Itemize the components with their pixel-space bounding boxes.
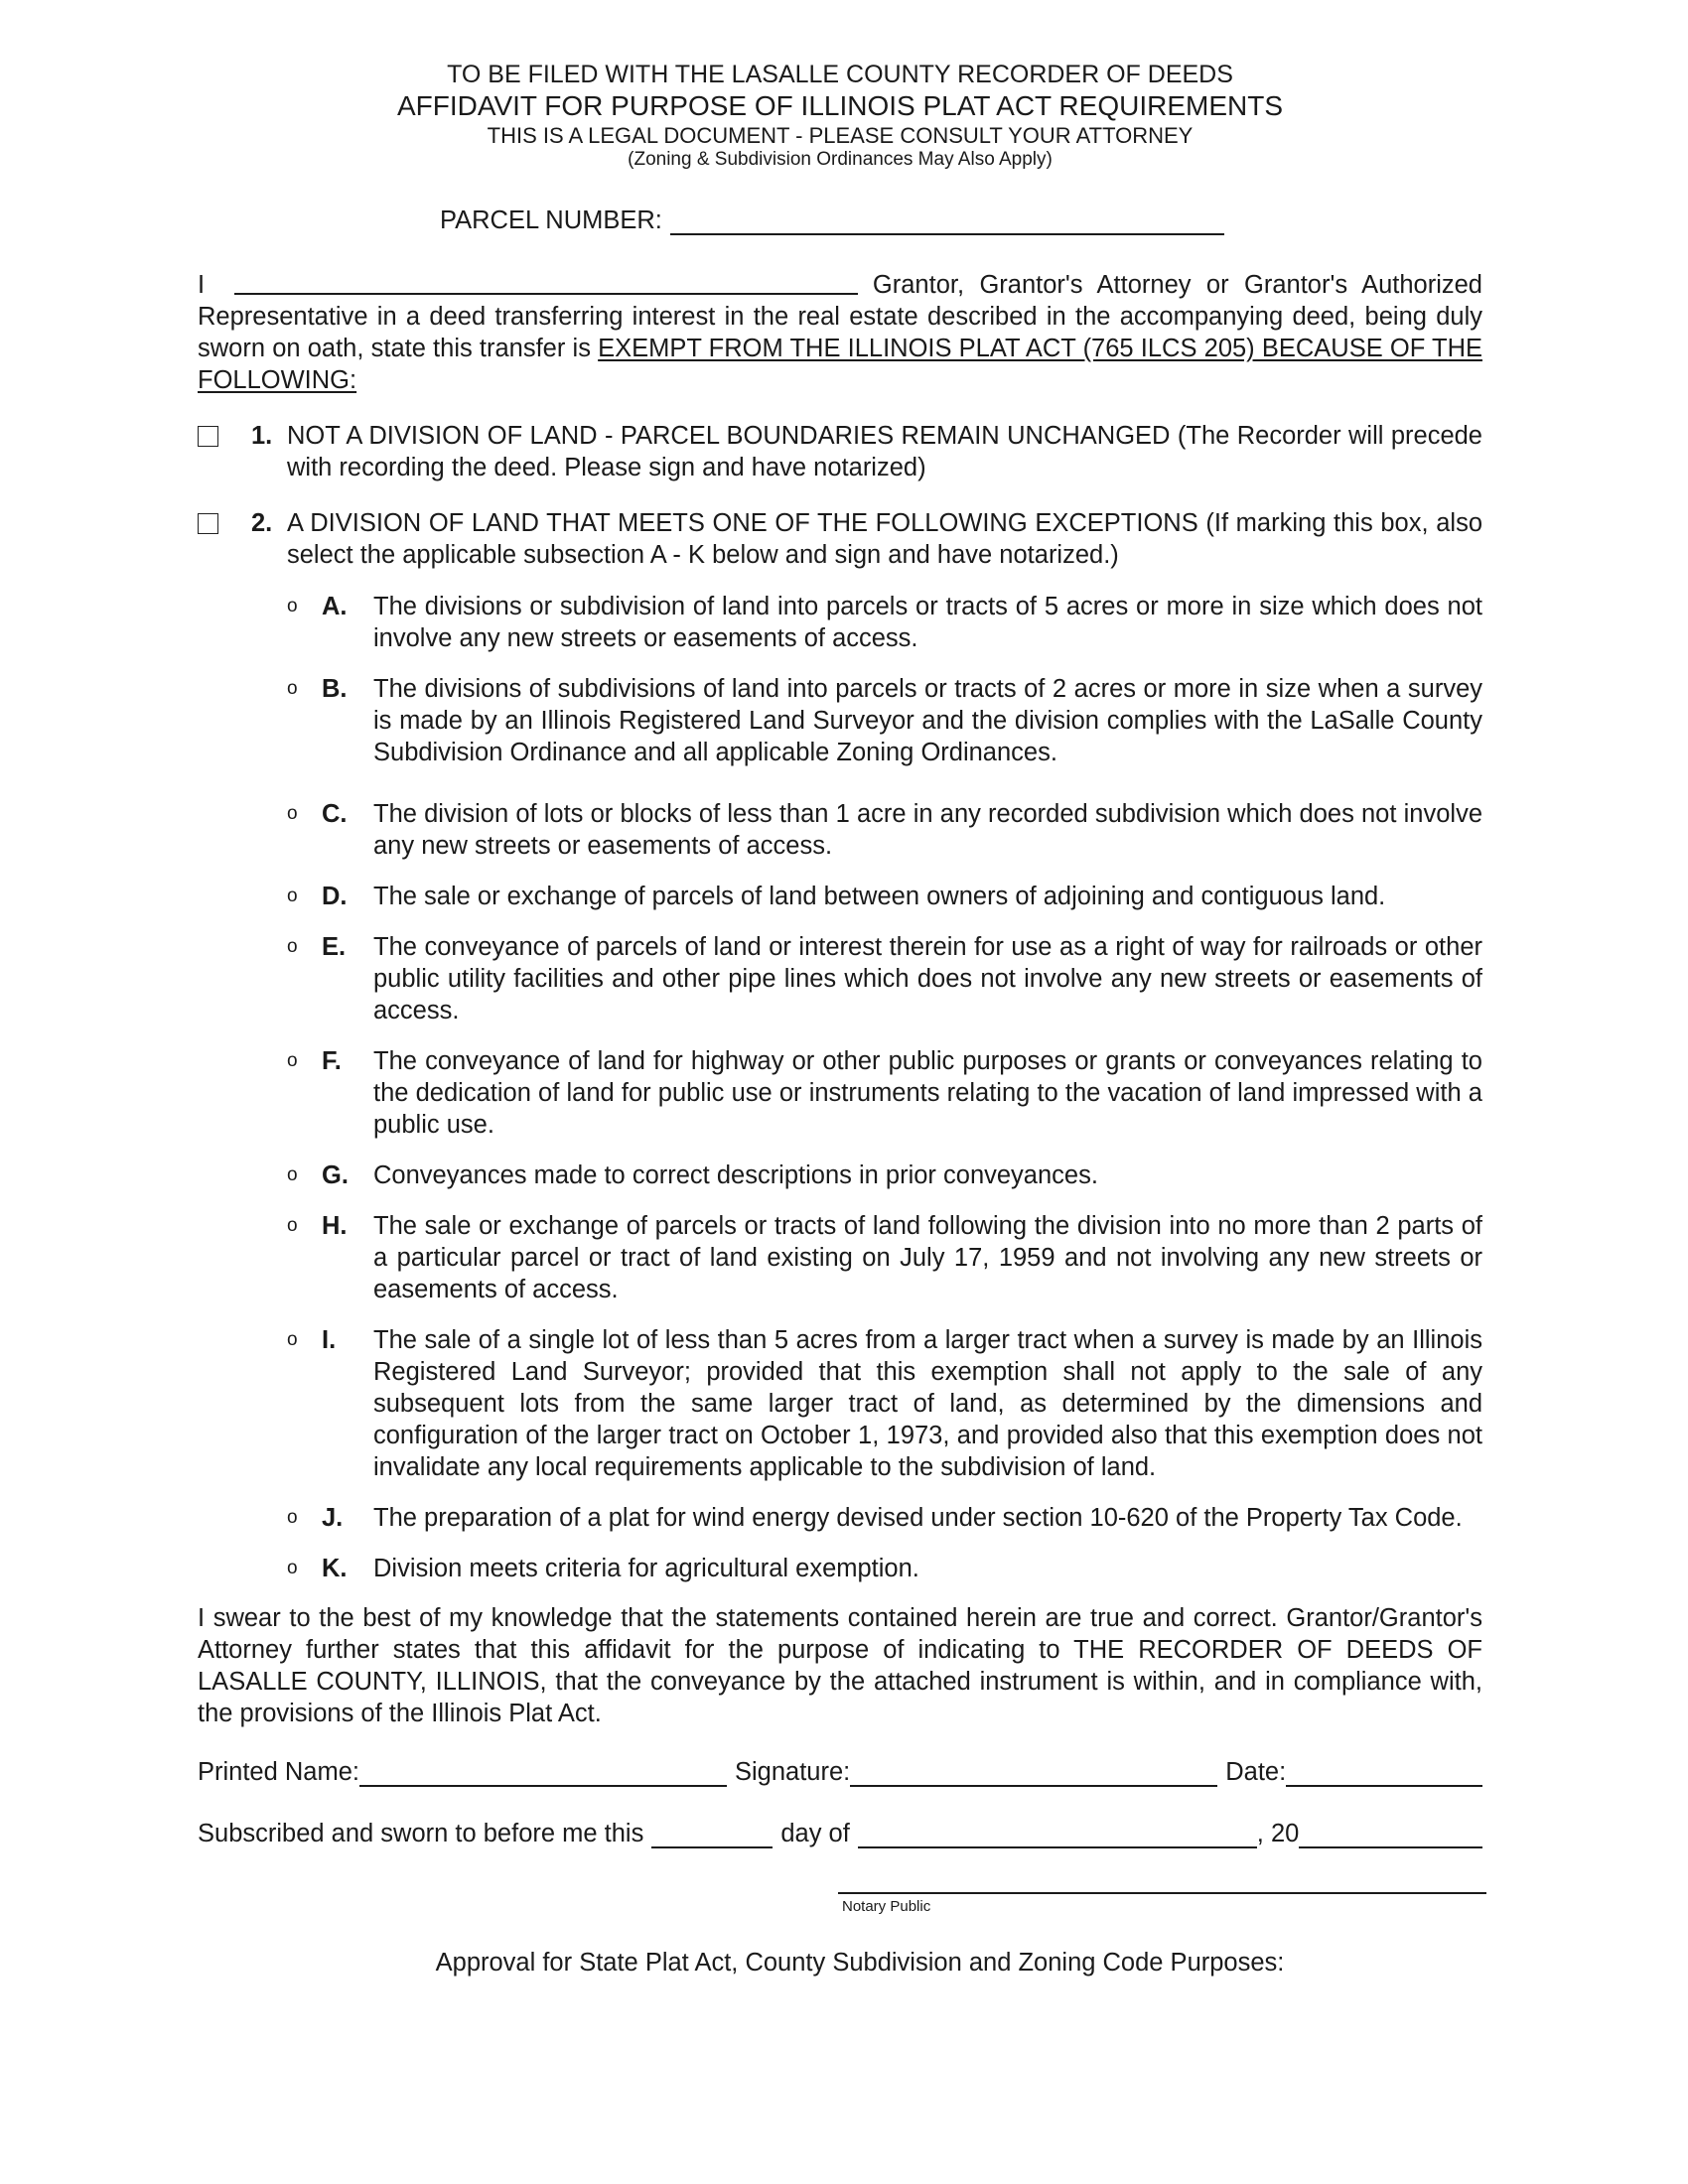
affiant-name-field[interactable] — [234, 271, 858, 295]
signature-row — [198, 1757, 1482, 1787]
option-1 — [198, 420, 1482, 483]
printed-name-label: Printed Name: — [198, 1757, 359, 1786]
exception-a-letter: A. — [322, 592, 348, 620]
exception-f-letter: F. — [322, 1046, 342, 1075]
exception-e-text: The conveyance of parcels of land or interest therein for use as a right of way for railroads or other public utility facilities and other pipe lines which does not involve any new streets or easements of access. — [373, 932, 1482, 1024]
date-label: Date: — [1225, 1757, 1287, 1786]
exception-f-text: The conveyance of land for highway or other public purposes or grants or conveyances relating to the dedication of land for public use or instruments relating to the vacation of land impressed with a public use. — [373, 1046, 1482, 1139]
document-header — [198, 60, 1482, 172]
parcel-number-label: PARCEL NUMBER: — [440, 205, 662, 234]
exception-k-letter: K. — [322, 1554, 348, 1582]
option-2-checkbox[interactable] — [198, 513, 218, 534]
notary-sworn-row — [198, 1819, 1482, 1848]
exception-k-text: Division meets criteria for agricultural exemption. — [373, 1554, 919, 1582]
exception-g-text: Conveyances made to correct descriptions in prior conveyances. — [373, 1160, 1098, 1189]
parcel-number-row — [198, 205, 1482, 235]
option-2 — [198, 507, 1482, 571]
exception-h — [287, 1210, 1482, 1305]
exception-g-radio[interactable]: o — [287, 1163, 298, 1185]
sworn-month-field[interactable] — [858, 1819, 1257, 1848]
approval-statement: Approval for State Plat Act, County Subdivision and Zoning Code Purposes: — [435, 1948, 1285, 1977]
exception-h-radio[interactable]: o — [287, 1214, 298, 1236]
exception-f-radio[interactable]: o — [287, 1049, 298, 1071]
sworn-day-field[interactable] — [651, 1819, 773, 1848]
sworn-year-field[interactable] — [1299, 1819, 1482, 1848]
exception-e-letter: E. — [322, 932, 347, 961]
exception-j-radio[interactable]: o — [287, 1506, 298, 1528]
sworn-statement: I swear to the best of my knowledge that the statements contained herein are true and correct. Grantor/Grantor's Attorney further states that this affidavit for the purpose of indicating to THE RECORDER OF DEEDS OF LASALLE COUNTY, ILLINOIS, that the conveyance by the attached instrument is within, and in compliance with, the provisions of the Illinois Plat Act. — [198, 1603, 1482, 1727]
exception-i — [287, 1324, 1482, 1483]
exception-d — [287, 881, 1482, 912]
exception-d-text: The sale or exchange of parcels of land between owners of adjoining and contiguous land. — [373, 882, 1386, 910]
document-title: AFFIDAVIT FOR PURPOSE OF ILLINOIS PLAT ACT REQUIREMENTS — [396, 90, 1284, 121]
exception-a-text: The divisions or subdivision of land into parcels or tracts of 5 acres or more in size which does not involve any new streets or easements of access. — [373, 592, 1482, 652]
exception-d-letter: D. — [322, 882, 348, 910]
option-2-number: 2. — [251, 508, 273, 537]
exception-j — [287, 1502, 1482, 1534]
header-legal-notice: THIS IS A LEGAL DOCUMENT - PLEASE CONSULT YOUR ATTORNEY — [487, 122, 1194, 148]
notary-public-label: Notary Public — [842, 1897, 931, 1915]
exception-i-radio[interactable]: o — [287, 1328, 298, 1350]
exception-j-letter: J. — [322, 1503, 344, 1532]
signature-field[interactable] — [850, 1757, 1217, 1787]
sworn-year-prefix: , 20 — [1256, 1819, 1300, 1847]
exception-j-text: The preparation of a plat for wind energy devised under section 10-620 of the Property Tax Code. — [373, 1503, 1463, 1532]
exception-e-radio[interactable]: o — [287, 935, 298, 957]
exception-d-radio[interactable]: o — [287, 885, 298, 906]
affiant-statement-text: Grantor, Grantor's Attorney or Grantor's Authorized Representative in a deed transferring interest in the real estate described in the accompanying deed, being duly sworn on oath, state this transfer is — [198, 270, 1482, 362]
printed-name-field[interactable] — [359, 1757, 727, 1787]
exception-c-radio[interactable]: o — [287, 802, 298, 824]
exception-c-letter: C. — [322, 799, 348, 828]
sworn-prefix: Subscribed and sworn to before me this — [198, 1819, 644, 1847]
exemption-statement: EXEMPT FROM THE ILLINOIS PLAT ACT (765 ILCS 205) BECAUSE OF THE FOLLOWING: — [198, 334, 1482, 394]
exception-h-text: The sale or exchange of parcels or tracts of land following the division into no more than 2 parts of a particular parcel or tract of land existing on July 17, 1959 and not involving any new streets or easements of access. — [373, 1211, 1482, 1303]
exception-i-letter: I. — [322, 1325, 337, 1354]
signature-label: Signature: — [735, 1757, 851, 1786]
option-1-number: 1. — [251, 421, 273, 450]
document-body — [198, 60, 1482, 1978]
exception-b-letter: B. — [322, 674, 348, 703]
exception-list — [287, 591, 1482, 1584]
exception-g — [287, 1160, 1482, 1191]
header-filing-line: TO BE FILED WITH THE LASALLE COUNTY RECORDER OF DEEDS — [447, 61, 1233, 88]
exception-b-text: The divisions of subdivisions of land into parcels or tracts of 2 acres or more in size when a survey is made by an Illinois Registered Land Surveyor and the division complies with the LaSalle County Subdivision Ordinance and all applicable Zoning Ordinances. — [373, 674, 1482, 766]
exception-i-text: The sale of a single lot of less than 5 acres from a larger tract when a survey is made by an Illinois Registered Land Surveyor; provided that this exemption shall not apply to the sale of any subsequent lots from the same larger tract of land, as determined by the dimensions and configuration of the larger tract on October 1, 1973, and provided also that this exemption does not invalidate any local requirements applicable to the subdivision of land. — [373, 1325, 1482, 1481]
exception-g-letter: G. — [322, 1160, 349, 1189]
affiant-prefix: I — [198, 270, 206, 299]
header-ordinance-note: (Zoning & Subdivision Ordinances May Also Apply) — [628, 148, 1053, 170]
exception-f — [287, 1045, 1482, 1141]
exception-c-text: The division of lots or blocks of less than 1 acre in any recorded subdivision which does not involve any new streets or easements of access. — [373, 799, 1482, 860]
exception-h-letter: H. — [322, 1211, 348, 1240]
notary-signature-line[interactable] — [838, 1892, 1486, 1915]
exception-a-radio[interactable]: o — [287, 595, 298, 616]
exception-k — [287, 1553, 1482, 1584]
option-2-text: A DIVISION OF LAND THAT MEETS ONE OF THE FOLLOWING EXCEPTIONS (If marking this box, also select the applicable subsection A - K below and sign and have notarized.) — [287, 508, 1482, 569]
option-1-checkbox[interactable] — [198, 426, 218, 447]
exception-k-radio[interactable]: o — [287, 1557, 298, 1578]
exception-b — [287, 673, 1482, 768]
sworn-day-of-label: day of — [780, 1819, 850, 1847]
exception-c — [287, 798, 1482, 862]
exception-e — [287, 931, 1482, 1026]
exception-b-radio[interactable]: o — [287, 677, 298, 699]
affiant-statement — [198, 269, 1482, 396]
date-field[interactable] — [1286, 1757, 1482, 1787]
exception-a — [287, 591, 1482, 654]
parcel-number-field[interactable] — [670, 205, 1224, 235]
option-1-text: NOT A DIVISION OF LAND - PARCEL BOUNDARIES REMAIN UNCHANGED (The Recorder will precede with recording the deed. Please sign and have notarized) — [287, 421, 1482, 481]
